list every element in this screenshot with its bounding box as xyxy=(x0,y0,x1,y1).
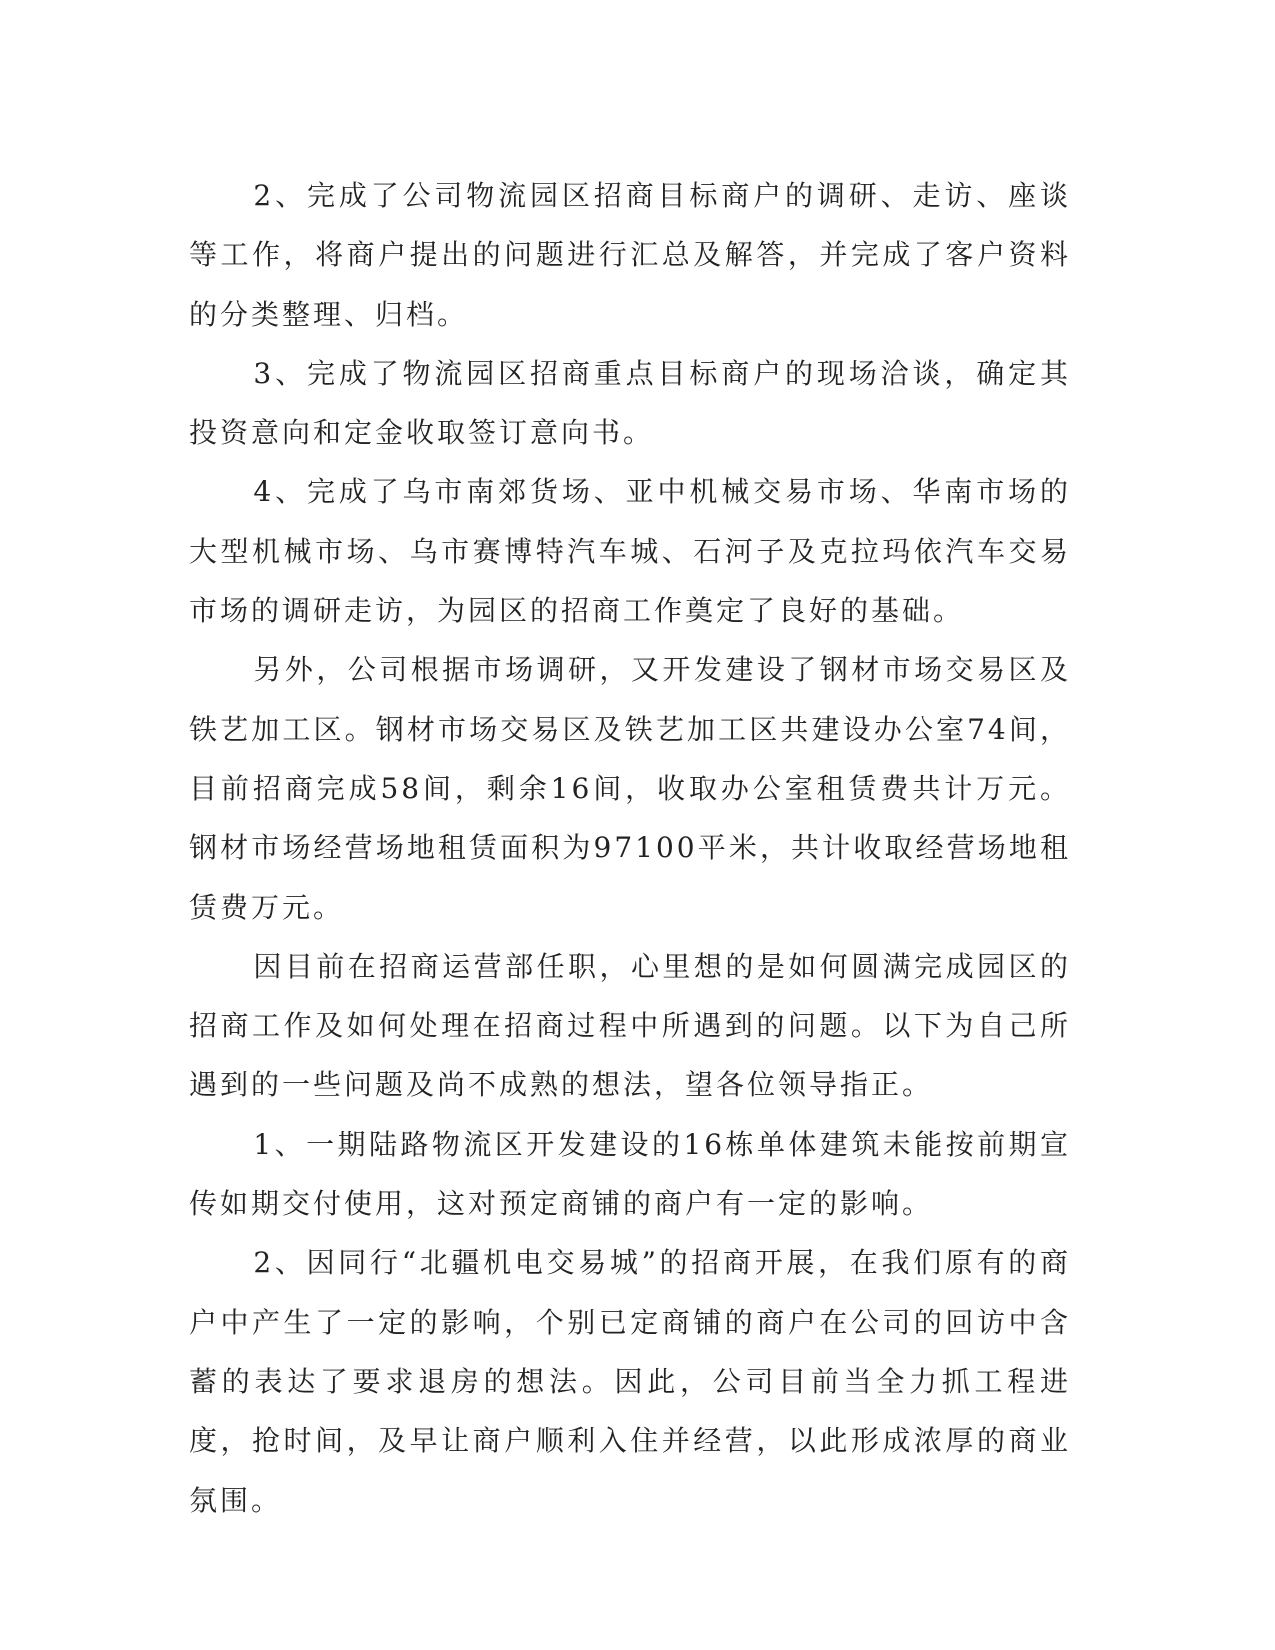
paragraph-6: 1、一期陆路物流区开发建设的16栋单体建筑未能按前期宣传如期交付使用，这对预定商铺的商户有一定的影响。 xyxy=(189,1127,1071,1221)
paragraph-7: 2、因同行“北疆机电交易城”的招商开展，在我们原有的商户中产生了一定的影响，个别已定商铺的商户在公司的回访中含蓄的表达了要求退房的想法。因此，公司目前当全力抓工程进度，抢时间，及早让商户顺利入住并经营，以此形成浓厚的商业氛围。 xyxy=(189,1246,1071,1517)
document-body xyxy=(189,166,1071,1530)
paragraph-1: 2、完成了公司物流园区招商目标商户的调研、走访、座谈等工作，将商户提出的问题进行汇总及解答，并完成了客户资料的分类整理、归档。 xyxy=(189,179,1071,331)
paragraph-3: 4、完成了乌市南郊货场、亚中机械交易市场、华南市场的大型机械市场、乌市赛博特汽车城、石河子及克拉玛依汽车交易市场的调研走访，为园区的招商工作奠定了良好的基础。 xyxy=(189,475,1071,628)
paragraph-4: 另外，公司根据市场调研，又开发建设了钢材市场交易区及铁艺加工区。钢材市场交易区及铁艺加工区共建设办公室74间，目前招商完成58间，剩余16间，收取办公室租赁费共计万元。钢材市场经营场地租赁面积为97100平米，共计收取经营场地租赁费万元。 xyxy=(189,653,1071,924)
paragraph-2: 3、完成了物流园区招商重点目标商户的现场洽谈，确定其投资意向和定金收取签订意向书。 xyxy=(189,356,1071,450)
paragraph-5: 因目前在招商运营部任职，心里想的是如何圆满完成园区的招商工作及如何处理在招商过程中所遇到的问题。以下为自己所遇到的一些问题及尚不成熟的想法，望各位领导指正。 xyxy=(189,949,1071,1102)
